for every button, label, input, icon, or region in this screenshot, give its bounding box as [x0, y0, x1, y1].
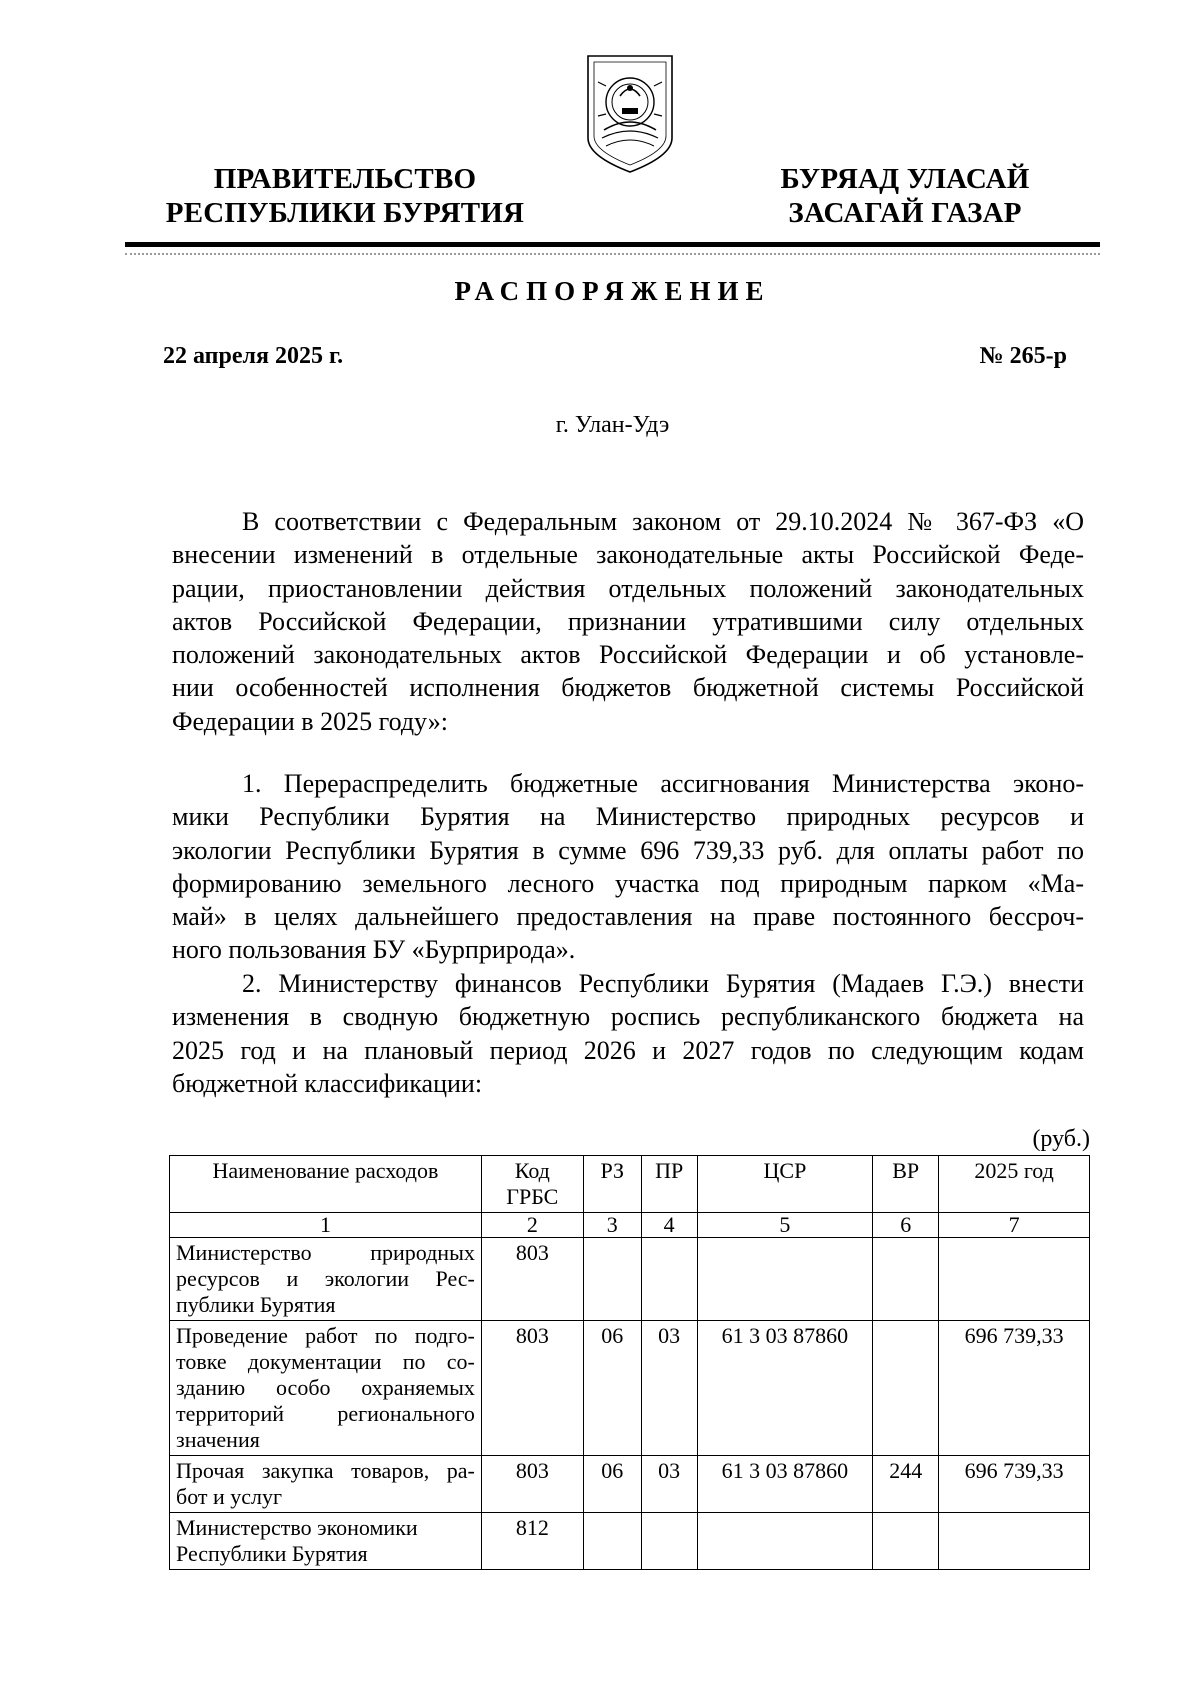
coat-of-arms-icon — [584, 52, 676, 178]
item-1-paragraph — [172, 767, 1084, 967]
text-line: мики Республики Бурятия на Министерство природных ресурсов и — [172, 802, 1084, 832]
text-line: ного пользования БУ «Бурприрода». — [172, 935, 576, 965]
table-row — [170, 1321, 1090, 1456]
row-name-line: Прочая закупка товаров, ра- — [176, 1458, 475, 1483]
row-grbs: 803 — [481, 1238, 583, 1321]
row-csr — [697, 1238, 873, 1321]
row-pr — [641, 1238, 697, 1321]
row-rz — [583, 1238, 641, 1321]
row-name-line: товке документации по со- — [176, 1349, 475, 1374]
org-name-buryat — [740, 162, 1070, 230]
column-number: 6 — [873, 1213, 939, 1238]
header-grbs-line: Код — [514, 1158, 550, 1183]
row-name — [170, 1513, 482, 1570]
header-rule-thick — [125, 242, 1100, 247]
row-name-line: Проведение работ по подго- — [176, 1323, 475, 1348]
text-line: В соответствии с Федеральным законом от 29.10.2024 № 367-ФЗ «О — [242, 507, 1084, 536]
row-sum — [939, 1513, 1090, 1570]
row-name-line: бот и услуг — [176, 1484, 283, 1509]
header-csr: ЦСР — [697, 1156, 873, 1213]
text-line: бюджетной классификации: — [172, 1068, 483, 1098]
row-rz: 06 — [583, 1456, 641, 1513]
row-name-line: значения — [176, 1427, 260, 1452]
text-line: внесении изменений в отдельные законодательные акты Российской Феде- — [172, 540, 1084, 570]
row-rz — [583, 1513, 641, 1570]
row-name-line: территорий регионального — [176, 1401, 475, 1426]
row-name — [170, 1238, 482, 1321]
document-city: г. Улан-Удэ — [555, 412, 670, 438]
row-name — [170, 1456, 482, 1513]
column-number: 5 — [697, 1213, 873, 1238]
row-grbs: 812 — [481, 1513, 583, 1570]
org-name-russian-line: ПРАВИТЕЛЬСТВО — [213, 163, 477, 195]
text-line: актов Российской Федерации, признании утратившими силу отдельных — [172, 606, 1084, 636]
budget-table — [169, 1155, 1090, 1570]
org-name-buryat-line: ЗАСАГАЙ ГАЗАР — [788, 197, 1022, 229]
row-vr — [873, 1238, 939, 1321]
text-line: 1. Перераспределить бюджетные ассигнования Министерства эконо- — [242, 769, 1084, 798]
text-line: рации, приостановлении действия отдельных положений законодательных — [172, 573, 1084, 603]
table-unit: (руб.) — [1032, 1126, 1090, 1152]
row-name-line: Республики Бурятия — [176, 1541, 368, 1566]
text-line: экологии Республики Бурятия в сумме 696 739,33 руб. для оплаты работ по — [172, 835, 1084, 865]
table-header-row — [170, 1156, 1090, 1213]
row-pr — [641, 1513, 697, 1570]
header-pr: ПР — [641, 1156, 697, 1213]
row-sum: 696 739,33 — [939, 1456, 1090, 1513]
row-sum — [939, 1238, 1090, 1321]
row-csr — [697, 1513, 873, 1570]
org-name-russian — [150, 162, 540, 230]
row-pr: 03 — [641, 1456, 697, 1513]
header-name: Наименование расходов — [170, 1156, 482, 1213]
column-number: 4 — [641, 1213, 697, 1238]
org-name-russian-line: РЕСПУБЛИКИ БУРЯТИЯ — [165, 197, 525, 229]
text-line: изменения в сводную бюджетную роспись республиканского бюджета на — [172, 1002, 1084, 1032]
text-line: 2. Министерству финансов Республики Бурятия (Мадаев Г.Э.) внести — [242, 969, 1084, 998]
header-year: 2025 год — [939, 1156, 1090, 1213]
item-2-paragraph — [172, 967, 1084, 1100]
row-vr — [873, 1513, 939, 1570]
row-name-line: зданию особо охраняемых — [176, 1375, 475, 1400]
text-line: формированию земельного лесного участка под природным парком «Ма- — [172, 868, 1084, 898]
column-number: 1 — [170, 1213, 482, 1238]
text-line: положений законодательных актов Российской Федерации и об установле- — [172, 640, 1084, 670]
preamble-paragraph — [172, 505, 1084, 738]
org-name-buryat-line: БУРЯАД УЛАСАЙ — [780, 163, 1030, 195]
row-csr: 61 3 03 87860 — [697, 1456, 873, 1513]
document-date: 22 апреля 2025 г. — [163, 343, 344, 369]
column-number: 7 — [939, 1213, 1090, 1238]
document-number: № 265-р — [979, 343, 1067, 369]
column-number: 3 — [583, 1213, 641, 1238]
table-row — [170, 1513, 1090, 1570]
header-grbs-line: ГРБС — [506, 1184, 559, 1209]
header-rz: РЗ — [583, 1156, 641, 1213]
header-rule-thin — [125, 253, 1100, 255]
row-name — [170, 1321, 482, 1456]
row-rz: 06 — [583, 1321, 641, 1456]
text-line: нии особенностей исполнения бюджетов бюджетной системы Российской — [172, 673, 1084, 703]
row-grbs: 803 — [481, 1321, 583, 1456]
document-type: РАСПОРЯЖЕНИЕ — [454, 276, 771, 306]
text-line: май» в целях дальнейшего предоставления на праве постоянного бессроч- — [172, 902, 1084, 932]
row-name-line: публики Бурятия — [176, 1292, 336, 1317]
row-vr — [873, 1321, 939, 1456]
column-number-row — [170, 1213, 1090, 1238]
header-grbs — [481, 1156, 583, 1213]
row-name-line: Министерство экономики — [176, 1515, 418, 1540]
row-sum: 696 739,33 — [939, 1321, 1090, 1456]
table-row — [170, 1238, 1090, 1321]
row-pr: 03 — [641, 1321, 697, 1456]
text-line: Федерации в 2025 году»: — [172, 706, 448, 736]
text-line: 2025 год и на плановый период 2026 и 2027 годов по следующим кодам — [172, 1035, 1084, 1065]
table-row — [170, 1456, 1090, 1513]
row-grbs: 803 — [481, 1456, 583, 1513]
header-vr: ВР — [873, 1156, 939, 1213]
row-name-line: Министерство природных — [176, 1240, 475, 1265]
row-name-line: ресурсов и экологии Рес- — [176, 1266, 475, 1291]
row-csr: 61 3 03 87860 — [697, 1321, 873, 1456]
row-vr: 244 — [873, 1456, 939, 1513]
column-number: 2 — [481, 1213, 583, 1238]
